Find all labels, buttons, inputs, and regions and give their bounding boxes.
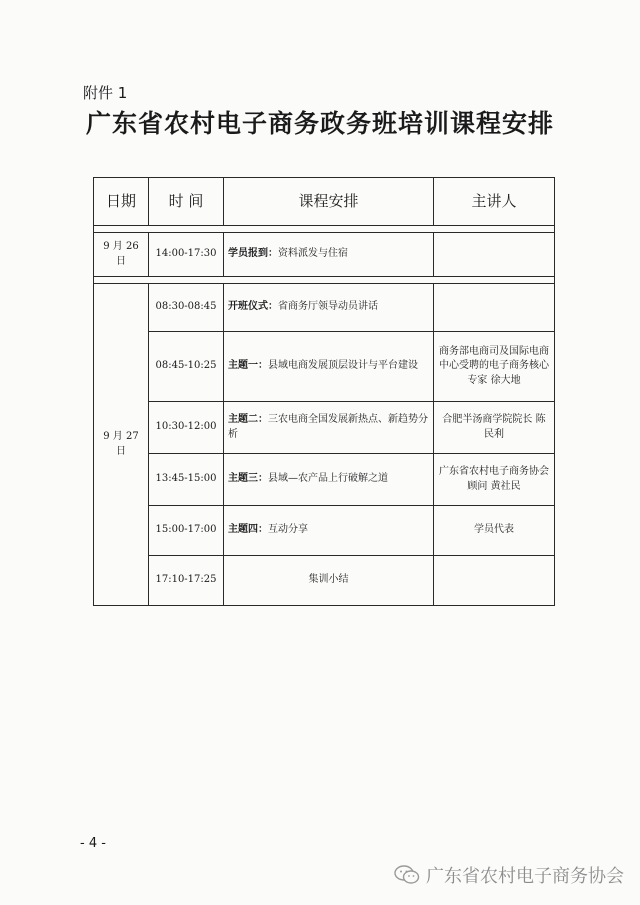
course-desc: 集训小结	[308, 574, 349, 586]
time-cell: 17:10-17:25	[149, 556, 224, 606]
table-row	[94, 506, 555, 556]
course-desc: 县域—农产品上行破解之道	[268, 473, 388, 485]
table-row	[94, 233, 555, 277]
wechat-icon	[394, 865, 420, 885]
topic-label: 主题三：	[228, 473, 268, 485]
table-row	[94, 454, 555, 506]
speaker-cell	[434, 284, 555, 332]
col-header-date: 日期	[94, 178, 149, 226]
speaker-cell: 广东省农村电子商务协会顾问 黄社民	[434, 454, 555, 506]
speaker-cell	[434, 556, 555, 606]
topic-label: 开班仪式：	[228, 301, 278, 313]
table-row	[94, 332, 555, 402]
date-cell: 9 月 27 日	[94, 284, 149, 606]
watermark-text: 广东省农村电子商务协会	[426, 866, 624, 887]
speaker-cell: 商务部电商司及国际电商中心受聘的电子商务核心专家 徐大地	[434, 332, 555, 402]
col-header-course: 课程安排	[224, 178, 434, 226]
table-header-row	[94, 178, 555, 226]
page-number: - 4 -	[80, 836, 106, 851]
course-desc: 三农电商全国发展新热点、新趋势分析	[228, 414, 428, 440]
course-cell	[224, 332, 434, 402]
time-cell: 08:30-08:45	[149, 284, 224, 332]
topic-label: 主题二：	[228, 414, 268, 425]
schedule-table	[93, 177, 555, 606]
course-cell	[224, 284, 434, 332]
col-header-speaker: 主讲人	[434, 178, 555, 226]
topic-label: 主题一：	[228, 360, 268, 372]
course-desc: 省商务厅领导动员讲话	[278, 301, 378, 313]
watermark	[394, 862, 624, 888]
course-cell	[224, 233, 434, 277]
time-cell: 14:00-17:30	[149, 233, 224, 277]
document-title: 广东省农村电子商务政务班培训课程安排	[85, 109, 554, 138]
table-row	[94, 284, 555, 332]
course-desc: 互动分享	[268, 524, 308, 536]
time-cell: 13:45-15:00	[149, 454, 224, 506]
col-header-time: 时 间	[149, 178, 224, 226]
course-desc: 县域电商发展顶层设计与平台建设	[268, 360, 418, 372]
course-desc: 资料派发与住宿	[278, 248, 348, 260]
course-cell	[224, 454, 434, 506]
course-cell	[224, 556, 434, 606]
date-cell: 9 月 26 日	[94, 233, 149, 277]
table-row	[94, 556, 555, 606]
speaker-cell	[434, 233, 555, 277]
course-cell	[224, 506, 434, 556]
time-cell: 15:00-17:00	[149, 506, 224, 556]
topic-label: 学员报到：	[228, 248, 278, 260]
table-row	[94, 402, 555, 454]
attachment-label: 附件 1	[83, 84, 128, 102]
topic-label: 主题四：	[228, 524, 268, 536]
time-cell: 10:30-12:00	[149, 402, 224, 454]
speaker-cell: 合肥半汤商学院院长 陈民利	[434, 402, 555, 454]
time-cell: 08:45-10:25	[149, 332, 224, 402]
course-cell	[224, 402, 434, 454]
speaker-cell: 学员代表	[434, 506, 555, 556]
